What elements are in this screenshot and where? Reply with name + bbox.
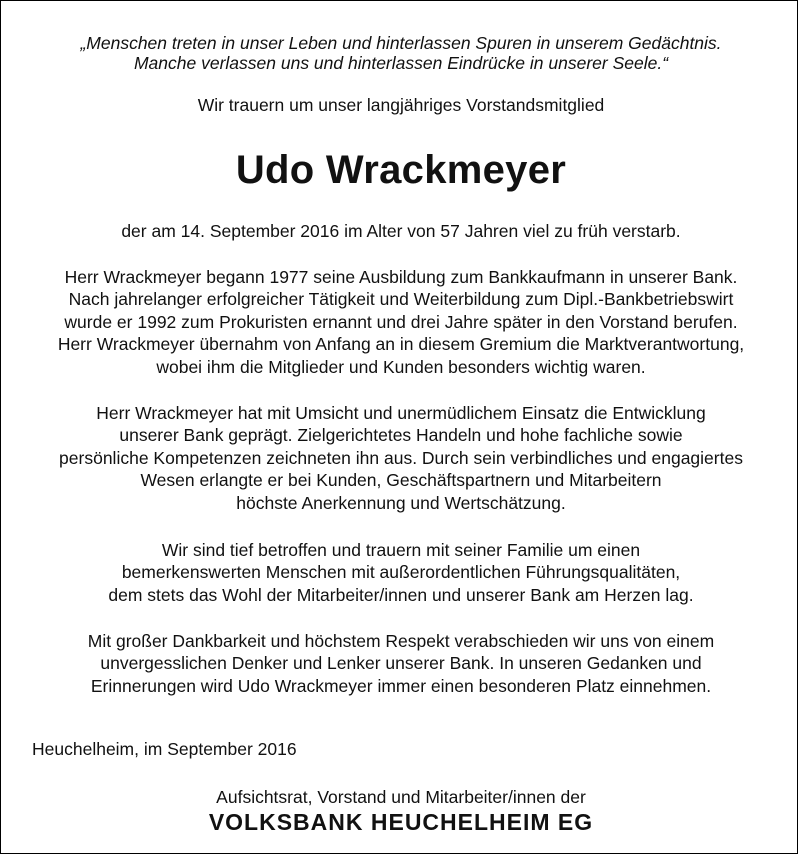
paragraph-line: Herr Wrackmeyer hat mit Umsicht und unermüdlichem Einsatz die Entwicklung [96,403,706,423]
paragraph-career [1,266,800,378]
paragraph-line: Mit großer Dankbarkeit und höchstem Respekt verabschieden wir uns von einem [87,631,715,651]
paragraph-line: unvergesslichen Denker und Lenker unserer Bank. In unseren Gedanken und [100,653,702,674]
paragraph-line: Wir sind tief betroffen und trauern mit seiner Familie um einen [161,540,641,560]
paragraph-line: dem stets das Wohl der Mitarbeiter/innen und unserer Bank am Herzen lag. [108,584,694,605]
paragraph-line: Nach jahrelanger erfolgreicher Tätigkeit und Weiterbildung zum Dipl.-Bankbetriebswirt [68,289,734,310]
quote-line: Manche verlassen uns und hinterlassen Eindrücke in unserer Seele.“ [133,53,669,73]
paragraph-line: Wesen erlangte er bei Kunden, Geschäftspartnern und Mitarbeitern [140,470,662,491]
paragraph-line: Herr Wrackmeyer begann 1977 seine Ausbildung zum Bankkaufmann in unserer Bank. [64,267,738,287]
intro-text: Wir trauern um unser langjähriges Vorstandsmitglied [197,95,605,115]
paragraph-mourning [1,539,800,606]
death-date-text: der am 14. September 2016 im Alter von 57 Jahren viel zu früh verstarb. [121,221,681,241]
paragraph-line: Herr Wrackmeyer übernahm von Anfang an in diesem Gremium die Marktverantwortung, [57,334,745,355]
paragraph-character [1,402,800,514]
signature-line: Aufsichtsrat, Vorstand und Mitarbeiter/innen der [216,787,586,807]
quote-line: „Menschen treten in unser Leben und hinterlassen Spuren in unserem Gedächtnis. [80,33,722,53]
paragraph-line: unserer Bank geprägt. Zielgerichtetes Handeln und hohe fachliche sowie [119,425,683,446]
paragraph-farewell [1,630,800,697]
paragraph-line: wurde er 1992 zum Prokuristen ernannt und drei Jahre später in den Vorstand berufen. [64,311,738,332]
paragraph-line: persönliche Kompetenzen zeichneten ihn aus. Durch sein verbindliches und engagiertes [59,447,743,468]
organization-name: VOLKSBANK HEUCHELHEIM EG [208,809,594,835]
paragraph-line: wobei ihm die Mitglieder und Kunden besonders wichtig waren. [156,356,646,377]
place-date: Heuchelheim, im September 2016 [32,739,297,759]
paragraph-line: höchste Anerkennung und Wertschätzung. [236,492,566,513]
epigraph-quote [1,33,800,73]
paragraph-line: bemerkenswerten Menschen mit außerordentlichen Führungsqualitäten, [121,562,681,583]
deceased-name: Udo Wrackmeyer [235,148,567,192]
paragraph-line: Erinnerungen wird Udo Wrackmeyer immer einen besonderen Platz einnehmen. [90,675,712,696]
